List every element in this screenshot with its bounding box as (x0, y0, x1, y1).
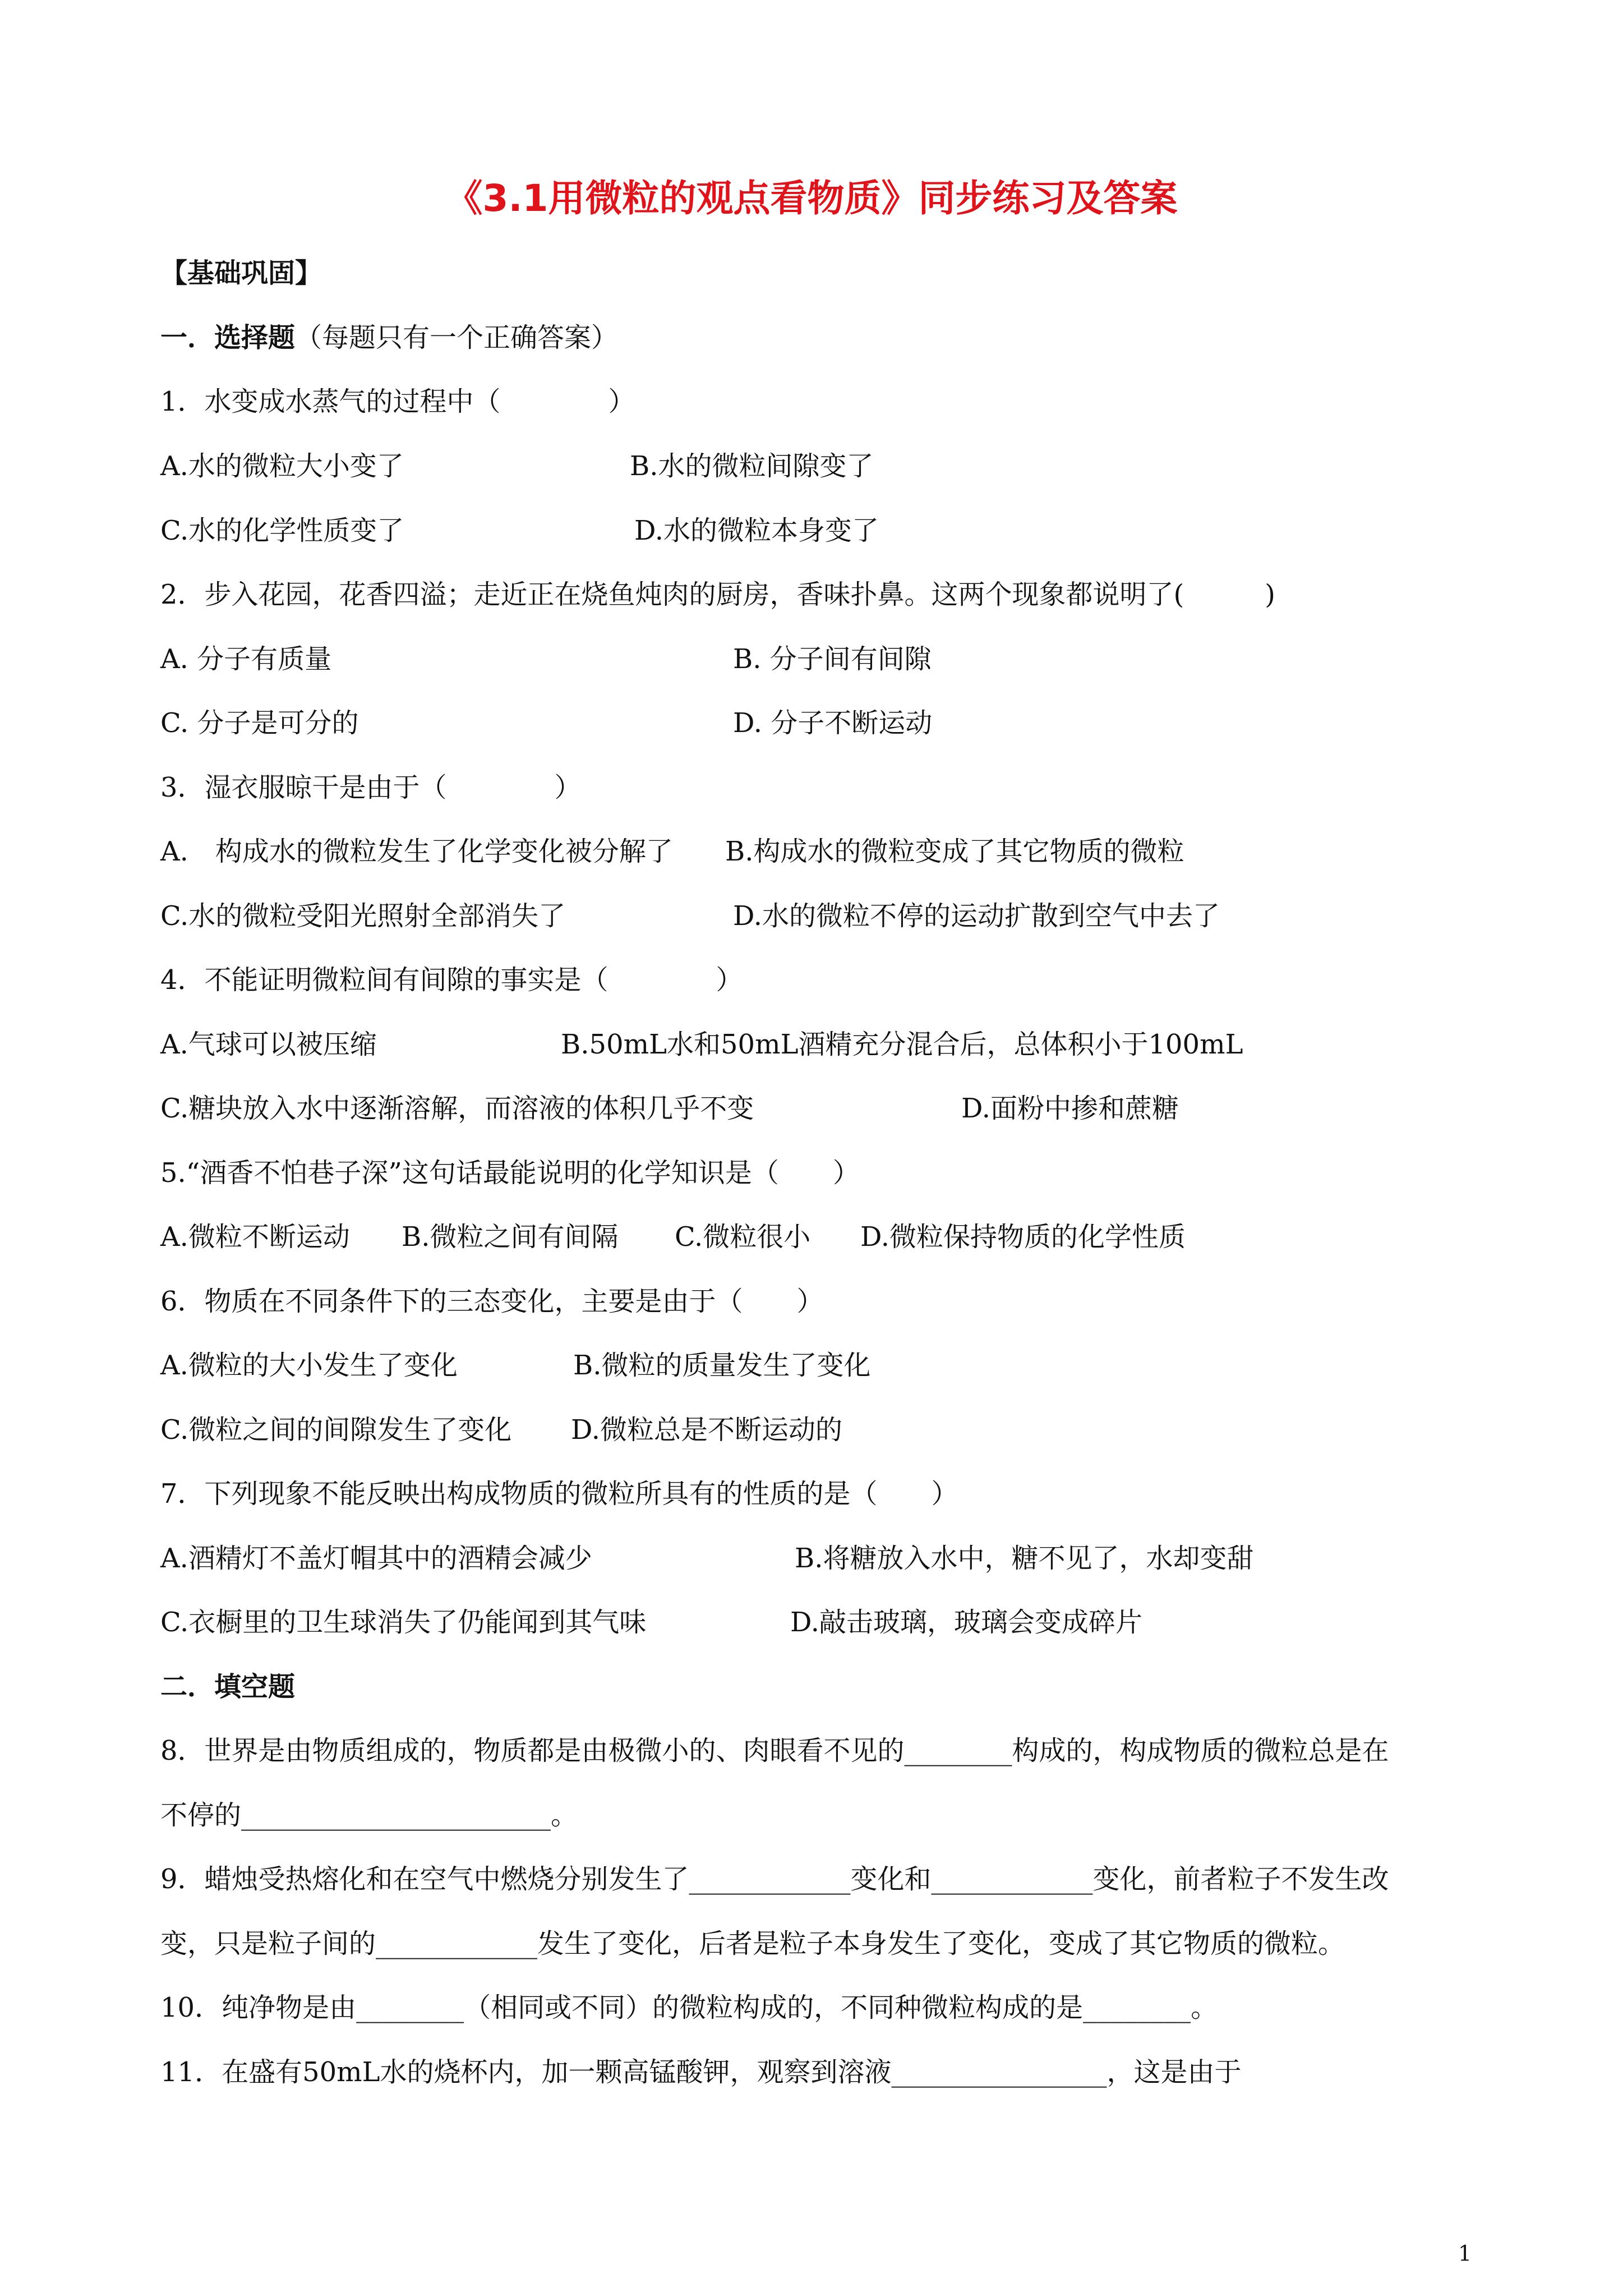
question-1-option-a: A.水的微粒大小变了 (160, 450, 404, 482)
question-2-option-d: D. 分子不断运动 (733, 707, 933, 739)
page-title: 《3.1用微粒的观点看物质》同步练习及答案 (445, 177, 1178, 220)
section-choice-note: （每题只有一个正确答案） (295, 322, 619, 353)
question-4-option-b: B.50mL水和50mL酒精充分混合后，总体积小于100mL (561, 1029, 1243, 1060)
question-3-option-d: D.水的微粒不停的运动扩散到空气中去了 (733, 900, 1220, 932)
question-6-option-a: A.微粒的大小发生了变化 (160, 1350, 458, 1381)
question-4-option-d: D.面粉中掺和蔗糖 (961, 1093, 1179, 1124)
fill-line: 9．蜡烛受热熔化和在空气中燃烧分别发生了____________变化和____________变化，前者粒子不发生改 (160, 1864, 1389, 1895)
question-1-option-d: D.水的微粒本身变了 (634, 515, 879, 546)
question-6-option-d: D.微粒总是不断运动的 (571, 1414, 843, 1446)
question-6-option-b: B.微粒的质量发生了变化 (573, 1350, 871, 1381)
question-3-option-b: B.构成水的微粒变成了其它物质的微粒 (725, 836, 1184, 867)
question-stem-5: 5.“酒香不怕巷子深”这句话最能说明的化学知识是（ ） (160, 1157, 860, 1189)
question-2-option-a: A. 分子有质量 (160, 643, 332, 675)
section-basic-heading: 【基础巩固】 (160, 257, 322, 289)
section-choice-heading (160, 320, 618, 356)
question-1-option-b: B.水的微粒间隙变了 (630, 450, 874, 482)
question-stem-2: 2．步入花园，花香四溢；走近正在烧鱼炖肉的厨房，香味扑鼻。这两个现象都说明了( ) (160, 579, 1275, 610)
question-stem-4: 4．不能证明微粒间有间隙的事实是（ ） (160, 964, 743, 996)
question-5-option-c: C.微粒很小 (675, 1221, 811, 1253)
question-2-option-b: B. 分子间有间隙 (733, 643, 932, 675)
fill-line: 10．纯净物是由________（相同或不同）的微粒构成的，不同种微粒构成的是________。 (160, 1992, 1218, 2023)
fill-line: 8．世界是由物质组成的，物质都是由极微小的、肉眼看不见的________构成的，构成物质的微粒总是在 (160, 1735, 1389, 1766)
question-4-option-a: A.气球可以被压缩 (160, 1029, 377, 1060)
question-stem-7: 7．下列现象不能反映出构成物质的微粒所具有的性质的是（ ） (160, 1478, 958, 1510)
question-6-option-c: C.微粒之间的间隙发生了变化 (160, 1414, 512, 1446)
question-7-option-d: D.敲击玻璃，玻璃会变成碎片 (790, 1607, 1143, 1638)
question-4-option-c: C.糖块放入水中逐渐溶解，而溶液的体积几乎不变 (160, 1093, 754, 1124)
question-7-option-b: B.将糖放入水中，糖不见了，水却变甜 (795, 1543, 1254, 1574)
question-stem-1: 1．水变成水蒸气的过程中（ ） (160, 386, 635, 417)
fill-line: 11．在盛有50mL水的烧杯内，加一颗高锰酸钾，观察到溶液________________，这是由于 (160, 2056, 1242, 2088)
question-stem-3: 3．湿衣服晾干是由于（ ） (160, 772, 582, 803)
question-2-option-c: C. 分子是可分的 (160, 707, 359, 739)
question-7-option-a: A.酒精灯不盖灯帽其中的酒精会减少 (160, 1543, 592, 1574)
question-5-option-a: A.微粒不断运动 (160, 1221, 350, 1253)
question-5-option-b: B.微粒之间有间隔 (402, 1221, 619, 1253)
section-choice-label: 一．选择题 (160, 322, 296, 353)
fill-line: 变，只是粒子间的____________发生了变化，后者是粒子本身发生了变化，变成了其它物质的微粒。 (160, 1928, 1345, 1959)
question-1-option-c: C.水的化学性质变了 (160, 515, 404, 546)
question-5-option-d: D.微粒保持物质的化学性质 (860, 1221, 1186, 1253)
question-7-option-c: C.衣橱里的卫生球消失了仍能闻到其气味 (160, 1607, 647, 1638)
page-number: 1 (1458, 2241, 1472, 2266)
fill-line: 不停的_______________________。 (160, 1800, 578, 1831)
question-3-option-a: A. 构成水的微粒发生了化学变化被分解了 (160, 836, 673, 867)
question-3-option-c: C.水的微粒受阳光照射全部消失了 (160, 900, 566, 932)
section-fill-heading: 二．填空题 (160, 1671, 296, 1703)
question-stem-6: 6．物质在不同条件下的三态变化，主要是由于（ ） (160, 1286, 824, 1317)
